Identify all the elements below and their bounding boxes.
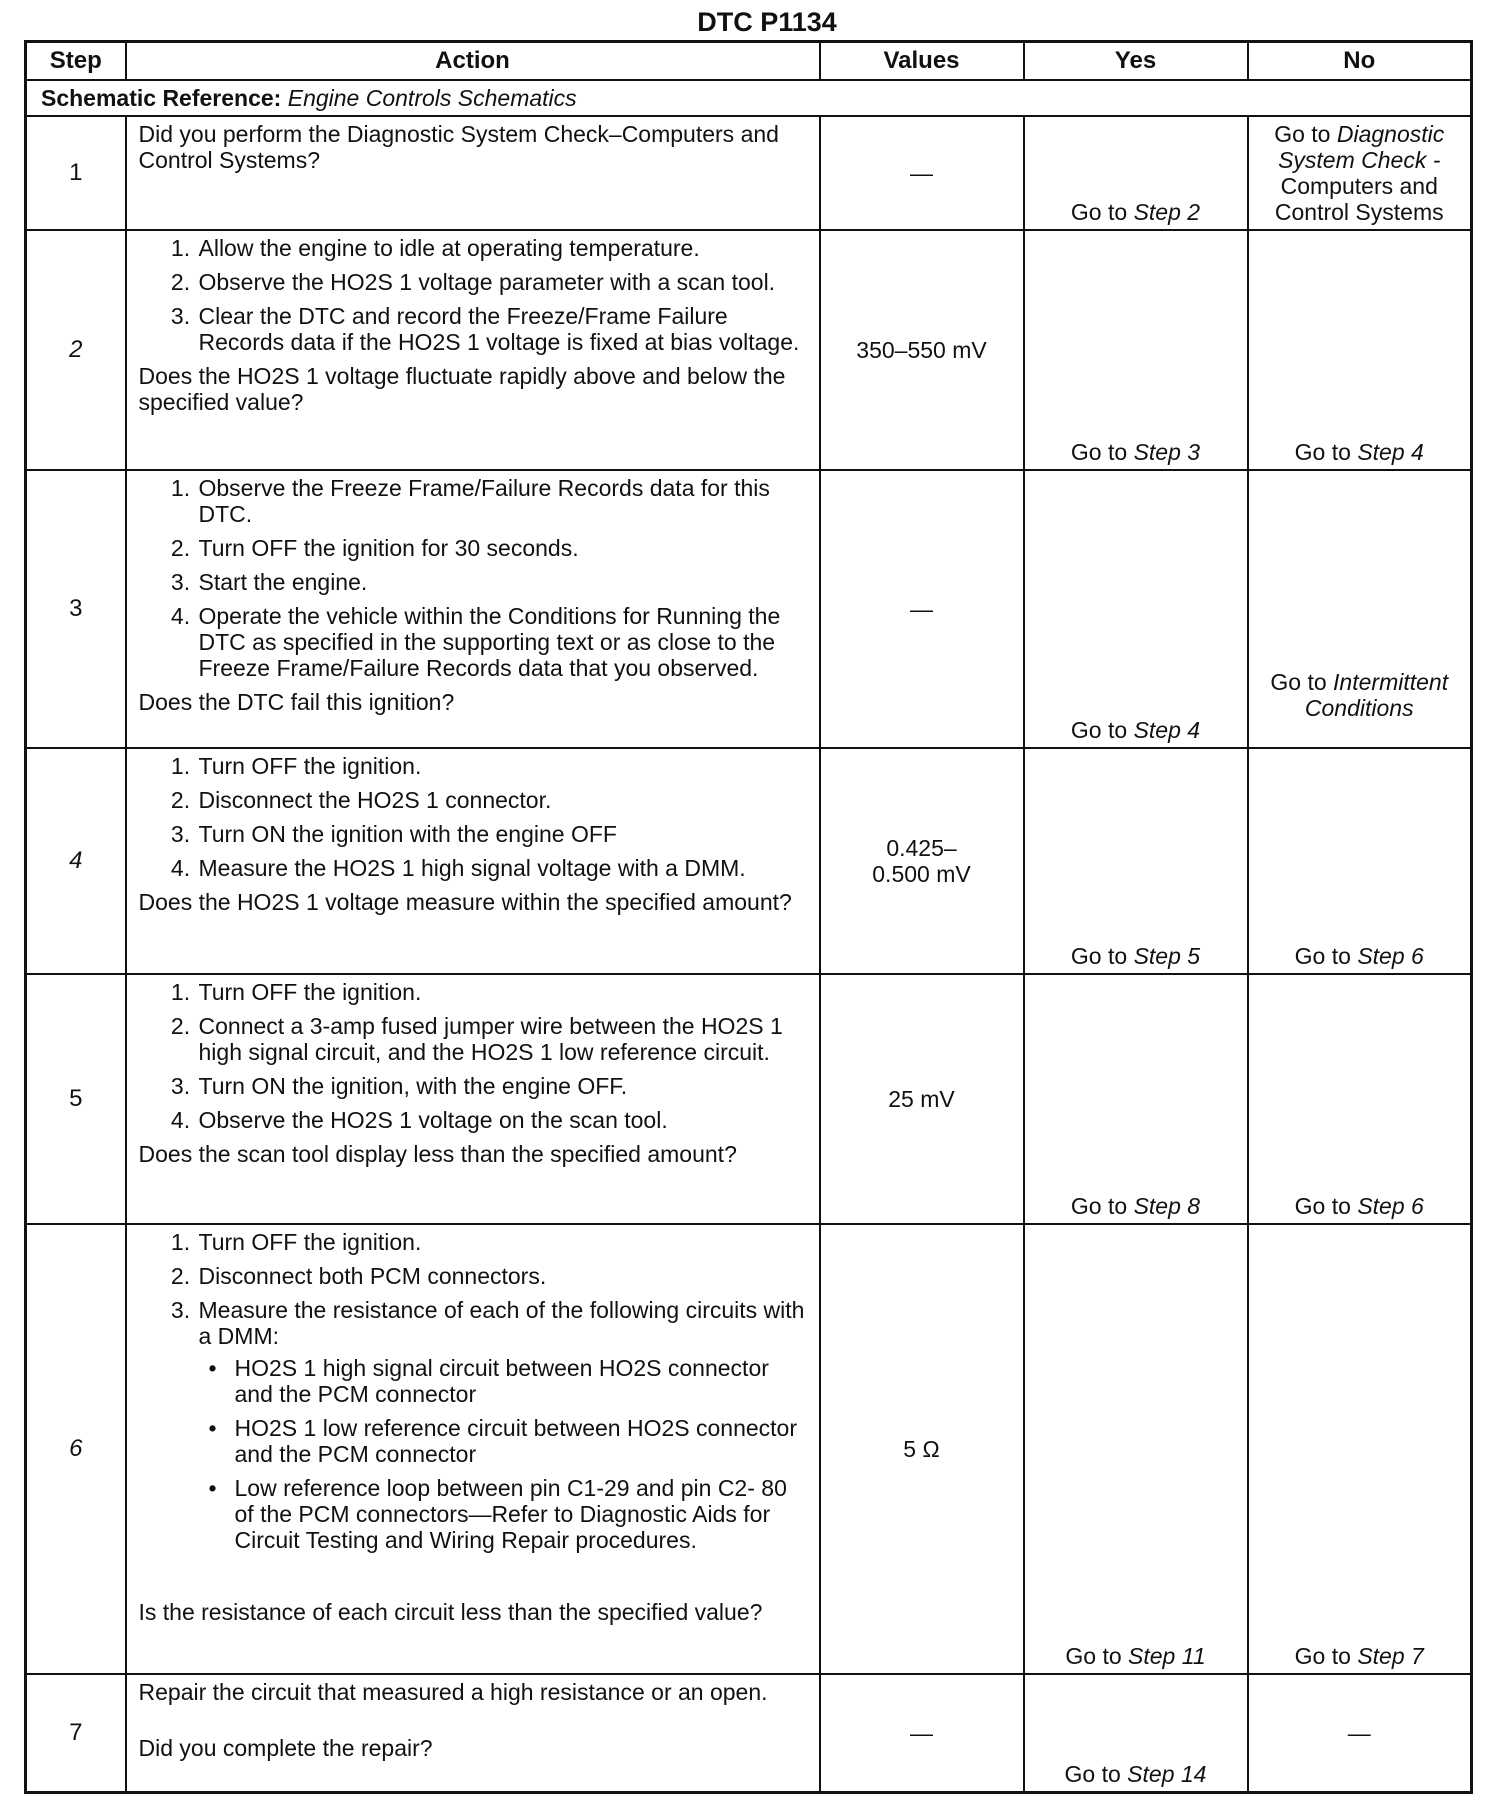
no-cell: Go to Intermittent Conditions [1248, 470, 1472, 748]
table-row [26, 1224, 1472, 1674]
no-cell: Go to Step 6 [1248, 974, 1472, 1224]
value-cell: 5 Ω [820, 1224, 1024, 1674]
action-question: Does the HO2S 1 voltage fluctuate rapidly above and below the specified value? [138, 363, 786, 415]
no-cell: — [1248, 1674, 1472, 1792]
yes-step-ref: Step 5 [1133, 943, 1201, 969]
header-yes: Yes [1024, 42, 1248, 81]
spacer [139, 1561, 811, 1595]
schematic-reference-row [26, 80, 1472, 116]
action-cell [126, 1224, 820, 1674]
step-number: 6 [26, 1224, 126, 1674]
action-cell [126, 230, 820, 470]
document-page [24, 6, 1470, 1794]
action-cell [126, 974, 820, 1224]
step-number: 4 [26, 748, 126, 974]
action-question: Did you complete the repair? [138, 1735, 433, 1761]
no-step-ref: Step 7 [1357, 1643, 1424, 1669]
action-cell [126, 470, 820, 748]
page-title: DTC P1134 [697, 7, 837, 37]
yes-step-ref: Step 8 [1133, 1193, 1201, 1219]
bullet-list [199, 1355, 811, 1553]
action-step: 1. Observe the Freeze Frame/Failure Records data for this DTC. [197, 475, 811, 527]
no-step-ref: Step 6 [1357, 943, 1424, 969]
yes-cell: Go to Step 11 [1024, 1224, 1248, 1674]
bullet-item: • HO2S 1 high signal circuit between HO2S connector and the PCM connector [233, 1355, 811, 1407]
yes-step-ref: Step 11 [1128, 1643, 1206, 1669]
header-values: Values [820, 42, 1024, 81]
table-row [26, 974, 1472, 1224]
step-number: 5 [26, 974, 126, 1224]
table-row [26, 230, 1472, 470]
action-steps [139, 235, 811, 355]
action-steps [139, 753, 811, 881]
action-steps [139, 979, 811, 1133]
action-step: 3. Start the engine. [197, 569, 811, 595]
schematic-reference-value: Engine Controls Schematics [287, 85, 577, 111]
yes-cell: Go to Step 4 [1024, 470, 1248, 748]
action-cell [126, 116, 820, 230]
spacer [139, 1705, 811, 1735]
action-step: 1. Allow the engine to idle at operating temperature. [197, 235, 811, 261]
action-step: 4. Measure the HO2S 1 high signal voltage with a DMM. [197, 855, 811, 881]
action-text: Did you perform the Diagnostic System Check–Computers and Control Systems? [138, 121, 779, 173]
action-steps [139, 475, 811, 681]
action-step: 4. Observe the HO2S 1 voltage on the scan tool. [197, 1107, 811, 1133]
action-cell [126, 1674, 820, 1792]
diagnostic-table [24, 40, 1473, 1794]
no-ref: Diagnostic [1336, 121, 1445, 147]
action-text: Repair the circuit that measured a high resistance or an open. [138, 1679, 768, 1705]
no-cell: Go to Step 6 [1248, 748, 1472, 974]
table-row [26, 116, 1472, 230]
schematic-reference [26, 80, 1472, 116]
yes-cell: Go to Step 5 [1024, 748, 1248, 974]
header-no: No [1248, 42, 1472, 81]
yes-cell: Go to Step 2 [1024, 116, 1248, 230]
header-row [26, 42, 1472, 81]
value-cell: — [820, 470, 1024, 748]
action-question: Does the HO2S 1 voltage measure within the specified amount? [138, 889, 792, 915]
no-cell: Go to Step 4 [1248, 230, 1472, 470]
bullet-item: • Low reference loop between pin C1-29 and pin C2- 80 of the PCM connectors—Refer to Diagnostic Aids for Circuit Testing and Wiring Repair procedures. [233, 1475, 811, 1553]
header-step: Step [26, 42, 126, 81]
yes-step-ref: Step 14 [1127, 1760, 1207, 1787]
action-question: Does the DTC fail this ignition? [138, 689, 455, 715]
no-cell: Go to Step 7 [1248, 1224, 1472, 1674]
no-step-ref: Step 6 [1357, 1193, 1424, 1219]
action-step: 1. Turn OFF the ignition. [197, 753, 811, 779]
value-cell: 0.425– 0.500 mV [820, 748, 1024, 974]
yes-cell: Go to Step 3 [1024, 230, 1248, 470]
schematic-reference-label: Schematic Reference: [41, 85, 282, 111]
action-step: 4. Operate the vehicle within the Conditions for Running the DTC as specified in the supporting text or as close to the Freeze Frame/Failure Records data that you observed. [197, 603, 811, 681]
yes-step-ref: Step 3 [1133, 439, 1201, 465]
step-number: 1 [26, 116, 126, 230]
step-number: 7 [26, 1674, 126, 1792]
yes-cell: Go to Step 8 [1024, 974, 1248, 1224]
header-action: Action [126, 42, 820, 81]
table-row [26, 470, 1472, 748]
table-row [26, 1674, 1472, 1792]
step-number: 3 [26, 470, 126, 748]
table-row [26, 748, 1472, 974]
yes-step-ref: Step 4 [1133, 717, 1201, 743]
value-cell: 25 mV [820, 974, 1024, 1224]
action-step: 3. Turn ON the ignition with the engine OFF [197, 821, 811, 847]
bullet-item: • HO2S 1 low reference circuit between HO2S connector and the PCM connector [233, 1415, 811, 1467]
action-cell [126, 748, 820, 974]
value-cell: 350–550 mV [820, 230, 1024, 470]
action-step: 1. Turn OFF the ignition. [197, 1229, 811, 1255]
action-question: Does the scan tool display less than the specified amount? [138, 1141, 737, 1167]
value-cell: — [820, 116, 1024, 230]
yes-step-ref: Step 2 [1133, 199, 1201, 225]
action-step: 2. Disconnect the HO2S 1 connector. [197, 787, 811, 813]
no-ref: Intermittent [1333, 669, 1449, 695]
step-number: 2 [26, 230, 126, 470]
action-step: 2. Connect a 3-amp fused jumper wire between the HO2S 1 high signal circuit, and the HO2S 1 low reference circuit. [197, 1013, 811, 1065]
action-step: 3. Clear the DTC and record the Freeze/Frame Failure Records data if the HO2S 1 voltage is fixed at bias voltage. [197, 303, 811, 355]
action-step: 2. Turn OFF the ignition for 30 seconds. [197, 535, 811, 561]
action-step: 2. Disconnect both PCM connectors. [197, 1263, 811, 1289]
value-cell: — [820, 1674, 1024, 1792]
action-step: 3. Measure the resistance of each of the following circuits with a DMM: • HO2S 1 high signal circuit between HO2S connector and the PCM connector • HO2S 1 low reference circuit between HO2S connector and the PCM connector • Low reference loop between pin C1-29 and pin C2- 80 of the PCM connectors—Refer to Diagnostic Aids for Circuit Testing and Wiring Repair procedures. [197, 1297, 811, 1553]
no-step-ref: Step 4 [1357, 439, 1424, 465]
action-step: 2. Observe the HO2S 1 voltage parameter with a scan tool. [197, 269, 811, 295]
action-step: 1. Turn OFF the ignition. [197, 979, 811, 1005]
no-cell: Go to Diagnostic System Check - Computers and Control Systems [1248, 116, 1472, 230]
action-steps [139, 1229, 811, 1553]
yes-cell: Go to Step 14 [1024, 1674, 1248, 1792]
action-step: 3. Turn ON the ignition, with the engine OFF. [197, 1073, 811, 1099]
action-question: Is the resistance of each circuit less than the specified value? [138, 1599, 763, 1625]
